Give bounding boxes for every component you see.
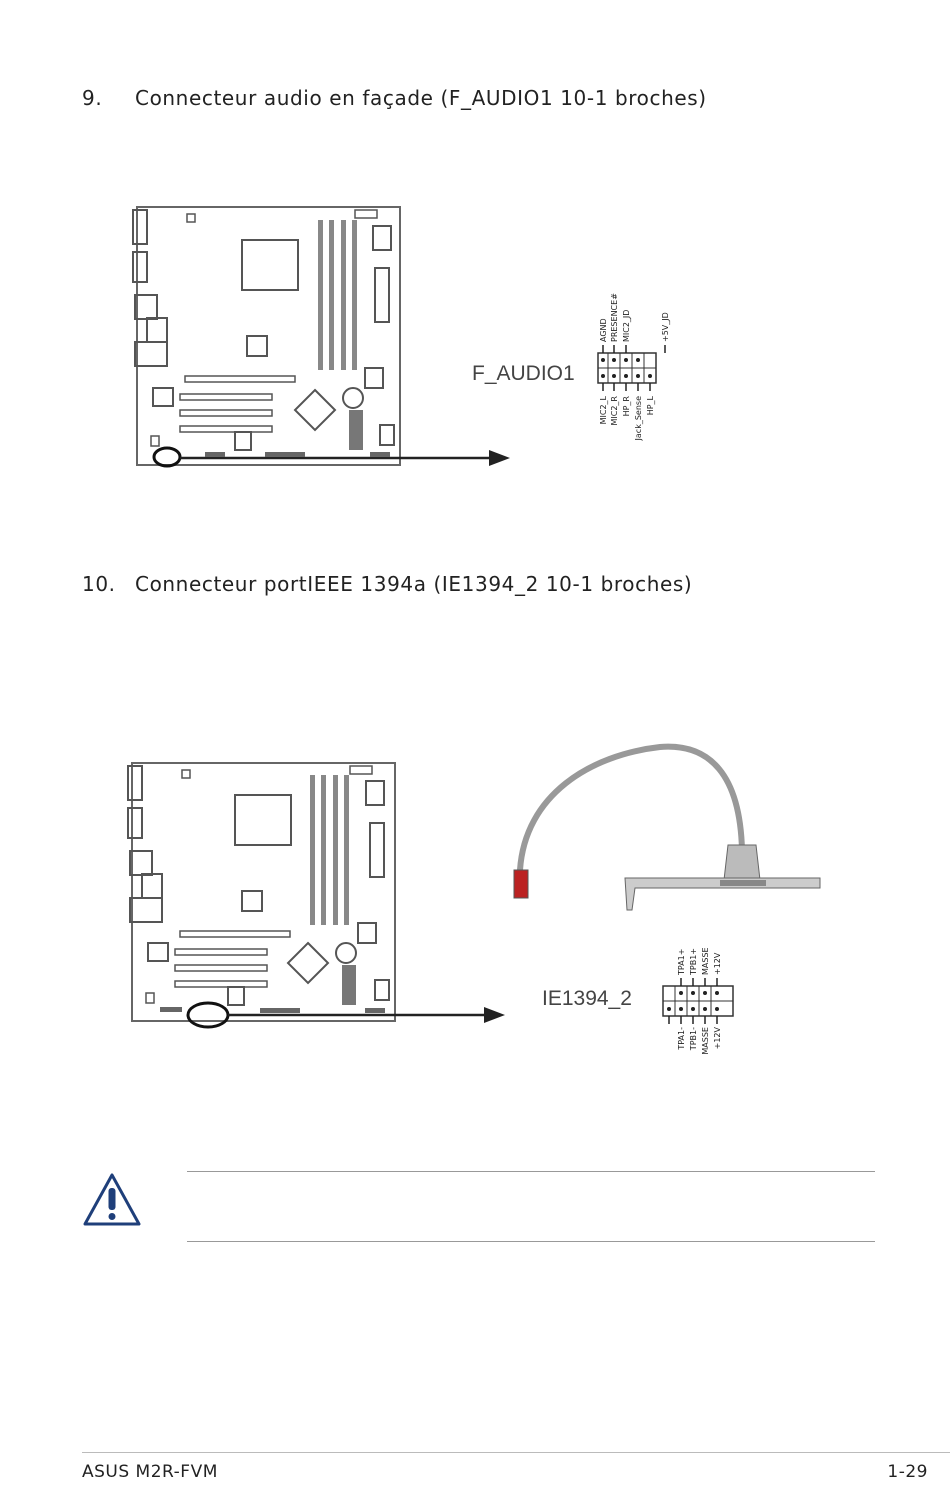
ieee1394-pin-bottom-1: TPA1-: [677, 1027, 686, 1050]
caution-top-rule: [187, 1171, 875, 1172]
f-audio-diagram: [125, 200, 675, 490]
ieee1394-pin-bottom-3: MASSE: [701, 1027, 710, 1055]
ieee1394-diagram: [120, 735, 840, 1065]
f-audio-pin-bottom-3: HP_R: [622, 396, 631, 417]
section-9-number: 9.: [82, 86, 103, 110]
footer-page-number: 1-29: [887, 1462, 928, 1482]
section-9-title: Connecteur audio en façade (F_AUDIO1 10-1 broches): [135, 86, 707, 110]
ieee1394-connector-label: IE1394_2: [542, 987, 632, 1010]
f-audio-pin-bottom-5: HP_L: [646, 396, 655, 416]
f-audio-pin-top-1: AGND: [599, 318, 608, 342]
f-audio-pin-top-2: PRESENCE#: [610, 293, 619, 342]
ieee1394-pin-bottom-4: +12V: [713, 1027, 722, 1050]
ieee1394-pin-bottom-2: TPB1-: [689, 1027, 698, 1051]
section-10-number: 10.: [82, 572, 116, 596]
ieee1394-pin-top-4: +12V: [713, 952, 722, 975]
caution-icon: [82, 1172, 142, 1228]
section-10-title: Connecteur portIEEE 1394a (IE1394_2 10-1 broches): [135, 572, 693, 596]
f-audio-pin-top-3: MIC2_JD: [622, 309, 631, 342]
ieee1394-cable-bracket: [514, 747, 820, 910]
ieee1394-pin-top-3: MASSE: [701, 947, 710, 975]
f-audio-pin-header: [598, 345, 665, 391]
f-audio-connector-label: F_AUDIO1: [472, 362, 575, 385]
f-audio-pin-bottom-4: Jack_Sense: [634, 396, 643, 441]
section-10-heading: [82, 572, 692, 596]
ieee1394-pin-top-2: TPB1+: [689, 948, 698, 975]
f-audio-pin-top-4: +5V_JD: [661, 312, 670, 342]
motherboard-layout-2: [120, 735, 840, 1065]
f-audio-pin-bottom-2: MIC2_R: [610, 396, 619, 426]
ieee1394-pin-top-1: TPA1+: [677, 948, 686, 975]
ieee1394-pin-header: [663, 978, 733, 1024]
footer-rule: [82, 1452, 950, 1453]
motherboard-layout-1: [125, 200, 675, 490]
caution-bottom-rule: [187, 1241, 875, 1242]
section-9-heading: [82, 86, 707, 110]
footer-product-name: ASUS M2R-FVM: [82, 1462, 218, 1482]
f-audio-pin-bottom-1: MIC2_L: [599, 396, 608, 425]
